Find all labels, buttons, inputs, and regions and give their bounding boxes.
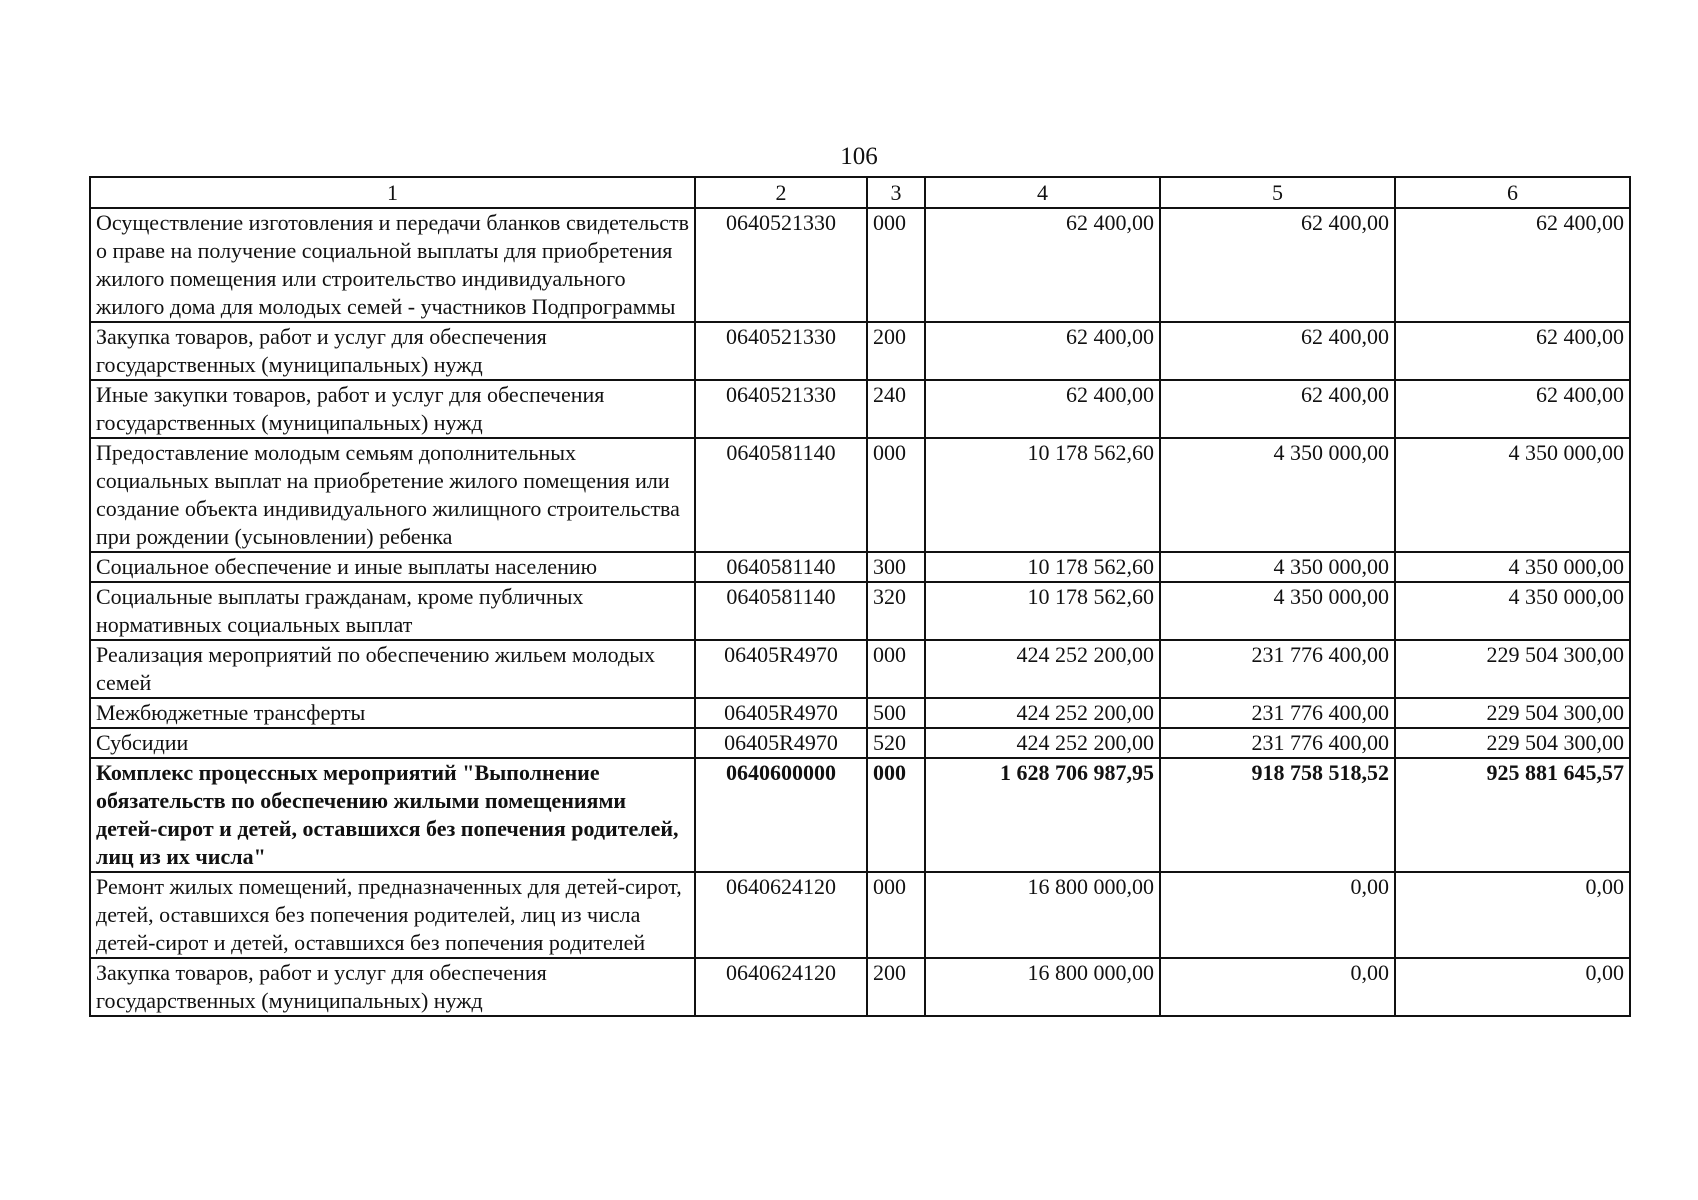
row-name-cell: Предоставление молодым семьям дополнительных социальных выплат на приобретение жилого помещения или создание объекта индивидуального жилищного строительства при рождении (усыновлении) ребенка [90, 438, 695, 552]
row-value-col6: 62 400,00 [1395, 208, 1630, 322]
table-row [90, 758, 1630, 872]
row-code-cell: 0640521330 [695, 322, 867, 380]
table-row [90, 438, 1630, 552]
table-row [90, 552, 1630, 582]
row-value-col4: 424 252 200,00 [925, 698, 1160, 728]
row-value-col4: 16 800 000,00 [925, 872, 1160, 958]
row-type-cell: 000 [867, 438, 925, 552]
header-col-4: 4 [925, 177, 1160, 208]
table-row [90, 380, 1630, 438]
row-value-col4: 62 400,00 [925, 322, 1160, 380]
row-value-col4: 10 178 562,60 [925, 438, 1160, 552]
header-row [90, 177, 1630, 208]
row-value-col4: 424 252 200,00 [925, 640, 1160, 698]
row-value-col4: 10 178 562,60 [925, 552, 1160, 582]
row-value-col5: 231 776 400,00 [1160, 640, 1395, 698]
row-type-cell: 000 [867, 758, 925, 872]
row-value-col5: 231 776 400,00 [1160, 728, 1395, 758]
table-row [90, 958, 1630, 1016]
row-value-col6: 229 504 300,00 [1395, 698, 1630, 728]
row-value-col5: 62 400,00 [1160, 208, 1395, 322]
row-name-cell: Закупка товаров, работ и услуг для обеспечения государственных (муниципальных) нужд [90, 322, 695, 380]
table-row [90, 208, 1630, 322]
page-number: 106 [840, 143, 878, 170]
row-value-col6: 4 350 000,00 [1395, 582, 1630, 640]
row-value-col4: 16 800 000,00 [925, 958, 1160, 1016]
row-value-col5: 0,00 [1160, 872, 1395, 958]
row-type-cell: 500 [867, 698, 925, 728]
row-value-col6: 229 504 300,00 [1395, 640, 1630, 698]
table-row [90, 322, 1630, 380]
row-code-cell: 06405R4970 [695, 728, 867, 758]
table-row [90, 582, 1630, 640]
header-col-5: 5 [1160, 177, 1395, 208]
row-code-cell: 0640581140 [695, 438, 867, 552]
row-code-cell: 0640624120 [695, 872, 867, 958]
row-value-col4: 424 252 200,00 [925, 728, 1160, 758]
row-value-col5: 4 350 000,00 [1160, 552, 1395, 582]
row-code-cell: 06405R4970 [695, 698, 867, 728]
row-value-col6: 229 504 300,00 [1395, 728, 1630, 758]
row-name-cell: Комплекс процессных мероприятий "Выполнение обязательств по обеспечению жилыми помещениями детей-сирот и детей, оставшихся без попечения родителей, лиц из их числа" [90, 758, 695, 872]
row-value-col5: 231 776 400,00 [1160, 698, 1395, 728]
row-value-col5: 0,00 [1160, 958, 1395, 1016]
table-row [90, 728, 1630, 758]
row-code-cell: 0640581140 [695, 582, 867, 640]
table-row [90, 872, 1630, 958]
row-value-col6: 4 350 000,00 [1395, 438, 1630, 552]
row-code-cell: 06405R4970 [695, 640, 867, 698]
table-row [90, 698, 1630, 728]
row-value-col4: 62 400,00 [925, 380, 1160, 438]
row-value-col6: 4 350 000,00 [1395, 552, 1630, 582]
row-value-col6: 0,00 [1395, 872, 1630, 958]
row-value-col5: 62 400,00 [1160, 380, 1395, 438]
row-name-cell: Реализация мероприятий по обеспечению жильем молодых семей [90, 640, 695, 698]
row-type-cell: 000 [867, 208, 925, 322]
row-value-col4: 62 400,00 [925, 208, 1160, 322]
row-value-col4: 1 628 706 987,95 [925, 758, 1160, 872]
row-type-cell: 320 [867, 582, 925, 640]
row-name-cell: Ремонт жилых помещений, предназначенных для детей-сирот, детей, оставшихся без попечения родителей, лиц из числа детей-сирот и детей, оставшихся без попечения родителей [90, 872, 695, 958]
row-name-cell: Социальное обеспечение и иные выплаты населению [90, 552, 695, 582]
row-value-col5: 918 758 518,52 [1160, 758, 1395, 872]
row-name-cell: Социальные выплаты гражданам, кроме публичных нормативных социальных выплат [90, 582, 695, 640]
row-code-cell: 0640581140 [695, 552, 867, 582]
row-name-cell: Межбюджетные трансферты [90, 698, 695, 728]
row-value-col4: 10 178 562,60 [925, 582, 1160, 640]
row-code-cell: 0640600000 [695, 758, 867, 872]
row-value-col5: 4 350 000,00 [1160, 582, 1395, 640]
row-value-col6: 62 400,00 [1395, 322, 1630, 380]
row-value-col6: 62 400,00 [1395, 380, 1630, 438]
header-col-3: 3 [867, 177, 925, 208]
row-code-cell: 0640624120 [695, 958, 867, 1016]
row-type-cell: 200 [867, 322, 925, 380]
row-name-cell: Иные закупки товаров, работ и услуг для обеспечения государственных (муниципальных) нужд [90, 380, 695, 438]
row-type-cell: 000 [867, 872, 925, 958]
row-type-cell: 520 [867, 728, 925, 758]
header-col-6: 6 [1395, 177, 1630, 208]
row-value-col6: 0,00 [1395, 958, 1630, 1016]
row-value-col6: 925 881 645,57 [1395, 758, 1630, 872]
row-type-cell: 240 [867, 380, 925, 438]
row-name-cell: Субсидии [90, 728, 695, 758]
budget-table [89, 176, 1631, 1017]
row-name-cell: Закупка товаров, работ и услуг для обеспечения государственных (муниципальных) нужд [90, 958, 695, 1016]
row-value-col5: 4 350 000,00 [1160, 438, 1395, 552]
row-code-cell: 0640521330 [695, 208, 867, 322]
table-row [90, 640, 1630, 698]
header-col-1: 1 [90, 177, 695, 208]
row-type-cell: 000 [867, 640, 925, 698]
row-type-cell: 300 [867, 552, 925, 582]
header-col-2: 2 [695, 177, 867, 208]
row-type-cell: 200 [867, 958, 925, 1016]
row-code-cell: 0640521330 [695, 380, 867, 438]
row-name-cell: Осуществление изготовления и передачи бланков свидетельств о праве на получение социальной выплаты для приобретения жилого помещения или строительство индивидуального жилого дома для молодых семей - участников Подпрограммы [90, 208, 695, 322]
row-value-col5: 62 400,00 [1160, 322, 1395, 380]
